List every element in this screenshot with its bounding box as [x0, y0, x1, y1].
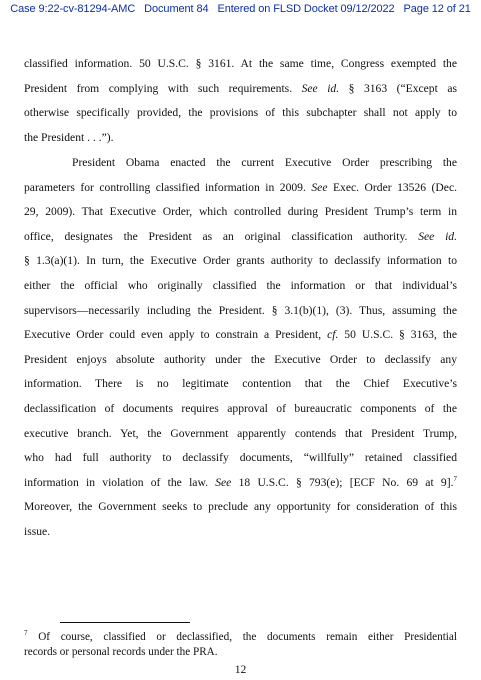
- text-segment: 50 U.S.C. § 3163, the: [338, 328, 457, 342]
- document-number: Document 84: [144, 3, 209, 15]
- text-line: supervisors—necessarily including the President. § 3.1(b)(1), (3). Thus, assuming the: [24, 303, 457, 317]
- text-line: [24, 77, 457, 102]
- docket-header: [0, 3, 481, 15]
- text-line: records or personal records under the PRA.: [24, 646, 218, 658]
- paragraph: [24, 52, 457, 150]
- text-line: President Obama enacted the current Executive Order prescribing the: [72, 155, 457, 169]
- page-number: 12: [234, 663, 247, 676]
- text-line: [24, 630, 457, 645]
- text-line: classified information. 50 U.S.C. § 3161. At the same time, Congress exempted the: [24, 57, 457, 70]
- text-segment: information in violation of the law.: [24, 475, 216, 489]
- text-segment: § 3163 (“Except as: [339, 81, 457, 95]
- text-segment: office, designates the President as an original classification authority.: [24, 229, 419, 243]
- text-segment: See: [215, 475, 232, 489]
- body-text: [24, 52, 457, 544]
- text-line: information. There is no legitimate contention that the Chief Executive’s: [24, 377, 457, 391]
- text-segment: See id.: [418, 229, 457, 243]
- text-segment: See id.: [301, 81, 340, 95]
- text-line: otherwise specifically provided, the provisions of this subchapter shall not apply to: [24, 106, 457, 120]
- text-line: declassification of documents requires approval of bureaucratic components of the: [24, 401, 457, 415]
- paragraph: [24, 151, 457, 545]
- text-segment: Executive Order could even apply to constrain a President,: [24, 328, 328, 342]
- text-line: [24, 471, 457, 496]
- text-line: who had full authority to declassify documents, “willfully” retained classified: [24, 451, 457, 465]
- text-segment: Exec. Order 13526 (Dec.: [327, 180, 457, 194]
- text-line: [24, 176, 457, 201]
- text-line: [24, 323, 457, 348]
- text-line: 29, 2009). That Executive Order, which controlled during President Trump’s term in: [24, 205, 457, 219]
- text-segment: President from complying with such requirements.: [24, 81, 302, 95]
- text-segment: cf.: [327, 328, 339, 342]
- footnote-divider: [60, 622, 190, 623]
- footnote-marker: 7: [453, 474, 457, 483]
- text-line: [24, 225, 457, 250]
- docket-entry: Entered on FLSD Docket 09/12/2022: [217, 3, 395, 15]
- text-segment: parameters for controlling classified information in 2009.: [24, 180, 312, 194]
- text-line: the President . . .”).: [24, 130, 114, 144]
- text-segment: Of course, classified or declassified, the documents remain either Presidential: [27, 631, 457, 643]
- footnote: [24, 630, 457, 660]
- text-segment: 18 U.S.C. § 793(e); [ECF No. 69 at 9].: [231, 475, 454, 489]
- text-line: executive branch. Yet, the Government apparently contends that President Trump,: [24, 426, 457, 440]
- text-line: Moreover, the Government seeks to preclude any opportunity for consideration of this: [24, 500, 457, 514]
- page-count: Page 12 of 21: [403, 3, 471, 15]
- text-segment: See: [311, 180, 328, 194]
- text-line: issue.: [24, 524, 51, 538]
- case-number: Case 9:22-cv-81294-AMC: [10, 3, 136, 15]
- text-line: either the official who originally classified the information or that individual’s: [24, 278, 457, 292]
- footnote-marker: 7: [24, 629, 28, 637]
- text-line: President enjoys absolute authority under the Executive Order to declassify any: [24, 352, 457, 366]
- text-line: § 1.3(a)(1). In turn, the Executive Order grants authority to declassify information to: [24, 254, 457, 268]
